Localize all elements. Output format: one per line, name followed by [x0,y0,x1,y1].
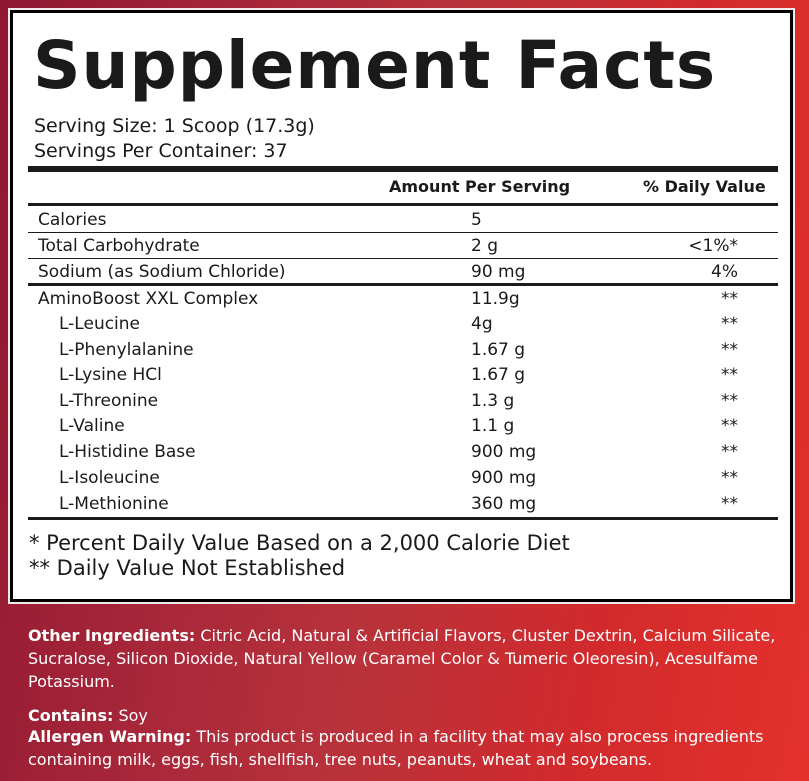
serving-size: Serving Size: 1 Scoop (17.3g) [34,115,315,137]
row-name: L-Threonine [59,391,159,411]
row-name: L-Methionine [59,494,169,514]
table-row [28,206,778,232]
row-amount: 900 mg [471,468,537,488]
row-daily-value: ** [721,340,738,360]
row-daily-value: ** [721,468,738,488]
row-daily-value: ** [721,314,738,334]
row-name: L-Histidine Base [59,442,196,462]
table-row [28,490,778,516]
table-row [28,438,778,464]
row-amount: 1.67 g [471,340,526,360]
row-amount: 900 mg [471,442,537,462]
row-name: L-Phenylalanine [59,340,194,360]
row-daily-value: 4% [711,262,738,282]
bottom-rule [28,517,778,520]
row-name: L-Isoleucine [59,468,160,488]
table-row [28,464,778,490]
row-amount: 360 mg [471,494,537,514]
table-row [28,412,778,438]
row-amount: 5 [471,210,482,230]
allergen-warning-text: This product is produced in a facility that may also process ingredients containing milk, eggs, fish, shellfish, tree nuts, peanuts, wheat and soybeans. [28,727,764,769]
row-daily-value: ** [721,442,738,462]
panel-title: Supplement Facts [33,27,717,104]
table-row [28,232,778,258]
top-thick-rule [28,166,778,172]
daily-value-header: % Daily Value [643,177,766,196]
contains [28,704,793,727]
row-daily-value: ** [721,494,738,514]
row-amount: 1.67 g [471,365,526,385]
table-row [28,258,778,284]
allergen-warning [28,725,793,771]
row-amount: 90 mg [471,262,526,282]
row-name: L-Leucine [59,314,141,334]
footnote-not-established: ** Daily Value Not Established [29,556,346,580]
contains-label: Contains: [28,706,114,725]
amount-header: Amount Per Serving [389,177,571,196]
row-amount: 4g [471,314,493,334]
row-amount: 2 g [471,236,499,256]
table-row [28,285,778,311]
supplement-facts-panel [10,10,793,602]
row-name: L-Lysine HCl [59,365,162,385]
table-row [28,387,778,413]
row-amount: 1.3 g [471,391,515,411]
allergen-warning-label: Allergen Warning: [28,727,192,746]
row-daily-value: <1%* [688,236,738,256]
row-name: Calories [38,210,107,230]
servings-per-container: Servings Per Container: 37 [34,140,288,162]
other-ingredients-text: Citric Acid, Natural & Artificial Flavors, Cluster Dextrin, Calcium Silicate, Sucralose, Silicon Dioxide, Natural Yellow (Caramel Color & Tumeric Oleoresin), Acesulfame Potassium. [28,626,776,691]
row-daily-value: ** [721,365,738,385]
contains-text: Soy [113,706,148,725]
row-name: Sodium (as Sodium Chloride) [38,262,286,282]
table-row [28,336,778,362]
table-row [28,361,778,387]
row-daily-value: ** [721,416,738,436]
other-ingredients-label: Other Ingredients: [28,626,196,645]
row-name: L-Valine [59,416,125,436]
row-name: AminoBoost XXL Complex [38,289,259,309]
row-amount: 1.1 g [471,416,515,436]
other-ingredients [28,624,793,693]
row-name: Total Carbohydrate [38,236,200,256]
row-daily-value: ** [721,391,738,411]
row-daily-value: ** [721,289,738,309]
row-amount: 11.9g [471,289,520,309]
table-row [28,310,778,336]
footnote-daily-value: * Percent Daily Value Based on a 2,000 Calorie Diet [29,531,570,555]
